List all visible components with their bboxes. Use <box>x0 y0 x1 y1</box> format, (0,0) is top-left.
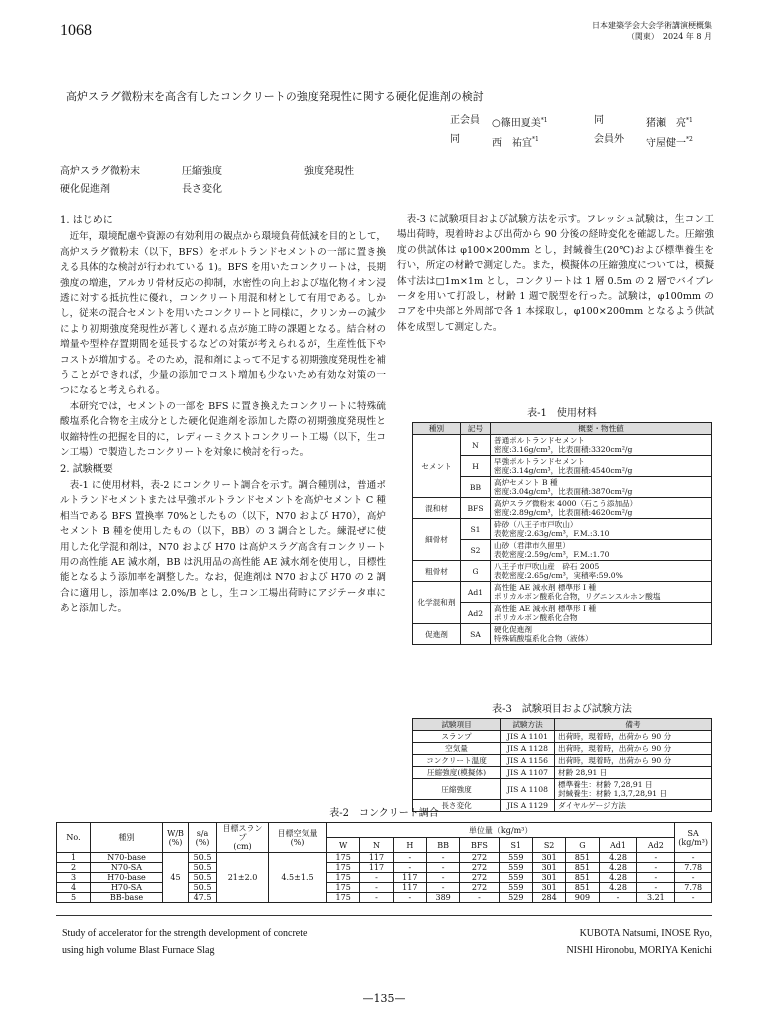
author-role: 会員外 <box>594 134 624 146</box>
table-row: 空気量 JIS A 1128 出荷時，現着時，出荷から 90 分 <box>413 743 712 755</box>
table-caption: 表-3 試験項目および試験方法 <box>492 704 632 715</box>
column-header: 種別 <box>413 423 461 435</box>
author-row <box>450 113 716 132</box>
table-row: 混和材 BFS 高炉スラグ微粉末 4000（石こう添加品） 密度:2.89g/cm³，比表面積:4620cm²/g <box>413 498 712 519</box>
paragraph: 本研究では，セメントの一部を BFS に置き換えたコンクリートに特殊硫酸塩系化合物を主成分とした硬化促進剤を添加した際の初期強度発現性と収縮特性の把握を目的に，レディーミクストコンクリート工場（以下，生コン工場）で製造したコンクリートを対象に検討を行った。 <box>60 400 386 459</box>
table-row: 4 H70-SA 50.5 175 - 117 - 272 559 301 851 4.28 - 7.78 <box>57 883 712 893</box>
table-1 <box>412 400 712 645</box>
column-header: 試験方法 <box>501 719 555 731</box>
column-header: W/B (%) <box>163 823 189 853</box>
column-header: N <box>360 838 393 853</box>
conference-date: （関東） 2024 年 8 月 <box>626 32 712 41</box>
table-row: 圧縮強度(模擬体) JIS A 1107 材齢 28,91 日 <box>413 767 712 779</box>
column-header: Ad1 <box>599 838 637 853</box>
table-row: 2 N70-SA 50.5 175 117 - - 272 559 301 851 4.28 - 7.78 <box>57 863 712 873</box>
table-row: 細骨材 S1 砕砂（八王子市戸吹山） 表乾密度:2.63g/cm³，F.M.:3.10 <box>413 519 712 540</box>
column-header: 目標スランプ (cm) <box>217 823 269 853</box>
keyword: 硬化促進剤 <box>60 184 110 195</box>
table-row: 粗骨材 G 八王子市戸吹山産 砕石 2005 表乾密度:2.65g/cm³，実積率:59.0% <box>413 561 712 582</box>
author-name: ○篠田夏美$^{*1}$ <box>492 117 548 130</box>
column-header: Ad2 <box>637 838 675 853</box>
table-row: セメント N 普通ポルトランドセメント 密度:3.16g/cm³，比表面積:3320cm²/g <box>413 435 712 456</box>
table-row: 1 N70-base 45 50.5 21±2.0 4.5±1.5 175 117 - - 272 559 301 851 4.28 - - <box>57 853 712 863</box>
keyword: 強度発現性 <box>304 166 354 177</box>
column-header: No. <box>57 823 91 853</box>
column-header: 試験項目 <box>413 719 501 731</box>
author-role: 正会員 <box>450 115 480 126</box>
paragraph: 表-3 に試験項目および試験方法を示す。フレッシュ試験は，生コン工場出荷時，現着時および出荷から 90 分後の経時変化を確認した。圧縮強度の供試体は φ100×200mm とし，封緘養生(20℃)および標準養生を行い，所定の材齢で測定した。また，模擬体の圧縮強度については，模擬体寸法は□1m×1m とし，コンクリートは 1 層 0.5m の 2 層でバイブレータを用いて打設し，材齢 1 週で脱型を行った。試験は，φ100mm のコアを中央部と外周部で各 1 本採取し，φ100×200mm となるよう供試体を成型して測定した。 <box>397 214 714 333</box>
table-row: 3 H70-base 50.5 175 - 117 - 272 559 301 851 4.28 - - <box>57 873 712 883</box>
column-header: 種別 <box>91 823 163 853</box>
paragraph: 表-1 に使用材料，表-2 にコンクリート調合を示す。調合種別は，普通ポルトランドセメントまたは早強ポルトランドセメントを高炉セメント C 種相当である BFS 置換率 70%としたもの（以下，N70 および H70），高炉セメント B 種を使用したもの（以下，BB）の 3 調合とした。練混ぜに使用した化学混和剤は，N70 および H70 は高炉スラグ高含有コンクリート用の高性能 AE 減水剤，BB は汎用品の高性能 AE 減水剤を使用し，目標性能となるよう添加率を調整した。なお，促進剤は N70 および H70 の 2 調合に適用し，添加率は 2.0%/B とし，生コン工場出荷時にアジテータ車にあと添加した。 <box>60 479 386 615</box>
keyword: 長さ変化 <box>182 184 222 195</box>
table-row: 長さ変化 JIS A 1129 ダイヤルゲージ方法 <box>413 800 712 812</box>
author-list <box>450 113 716 152</box>
column-header: 概要・物性値 <box>491 423 712 435</box>
author-row <box>450 132 716 151</box>
column-header: S2 <box>532 838 565 853</box>
column-header: BB <box>426 838 459 853</box>
keywords <box>60 163 426 199</box>
page-number: 1068 <box>60 22 92 39</box>
column-header: 備考 <box>555 719 712 731</box>
table-row: コンクリート温度 JIS A 1156 出荷時，現着時，出荷から 90 分 <box>413 755 712 767</box>
section-heading: 1. はじめに <box>60 215 113 226</box>
keyword: 圧縮強度 <box>182 166 222 177</box>
column-header: H <box>393 838 426 853</box>
author-name: 西 祐宜$^{*1}$ <box>492 136 539 149</box>
table-row: 化学混和剤 Ad1 高性能 AE 減水剤 標準形 I 種 ポリカルボン酸系化合物，リグニンスルホン酸塩 <box>413 582 712 603</box>
table-row: 5 BB-base 47.5 175 - - 389 - 529 284 909 - 3.21 - <box>57 893 712 903</box>
table-row: Ad2 高性能 AE 減水剤 標準形 I 種 ポリカルボン酸系化合物 <box>413 603 712 624</box>
section-heading: 2. 試験概要 <box>60 463 113 475</box>
column-header: G <box>566 838 599 853</box>
conference-name: 日本建築学会大会学術講演梗概集 <box>592 21 712 30</box>
conference-header <box>592 20 712 42</box>
table-row: 圧縮強度 JIS A 1108 標準養生：材齢 7,28,91 日 封緘養生：材齢 1,3,7,28,91 日 <box>413 779 712 800</box>
table-2 <box>56 800 712 903</box>
author-role: 同 <box>594 115 604 126</box>
paragraph: 近年，環境配慮や資源の有効利用の観点から環境負荷低減を目的として，高炉スラグ微粉末（以下，BFS）をポルトランドセメントの一部に置き換える具体的な検討が行われている 1)。BFS を用いたコンクリートは，長期強度の増進，アルカリ骨材反応の抑制，水密性の向上および塩化物イオン浸透に対する抵抗性に優れ，コンクリート用混和材として有用である。しかし，従来の混合セメントを用いたコンクリートと同様に，クリンカーの減少により初期強度発現性が著しく遅れる点が施工時の課題となる。結合材の増量や型枠存置期間を延長するなどの対策が考えられるが，生産性低下やコストが増加する。そのため，混和剤によって不足する初期強度発現性を補うことができれば，少量の添加でコスト増加も少ないため有効な対策の一つになると考えられる。 <box>60 231 386 397</box>
table-row: H 早強ポルトランドセメント 密度:3.14g/cm³，比表面積:4540cm²/g <box>413 456 712 477</box>
table-row: BB 高炉セメント B 種 密度:3.04g/cm³，比表面積:3870cm²/g <box>413 477 712 498</box>
column-header: W <box>327 838 360 853</box>
author-role: 同 <box>450 134 460 146</box>
left-column <box>60 212 386 617</box>
paper-title: 高炉スラグ微粉末を高含有したコンクリートの強度発現性に関する硬化促進剤の検討 <box>66 90 484 103</box>
column-header: s/a (%) <box>189 823 217 853</box>
keyword: 高炉スラグ微粉末 <box>60 166 140 177</box>
author-name: 猪瀬 亮$^{*1}$ <box>646 117 693 130</box>
english-authors: KUBOTA Natsumi, INOSE Ryo, NISHI Hironobu, MORIYA Kenichi <box>566 928 712 956</box>
column-header: 単位量（kg/m³） <box>327 823 675 838</box>
table-3 <box>412 696 712 812</box>
column-header: S1 <box>499 838 532 853</box>
right-column <box>397 212 714 335</box>
author-name: 守屋健一$^{*2}$ <box>646 136 693 149</box>
column-header: 記号 <box>461 423 491 435</box>
table-caption: 表-2 コンクリート調合 <box>329 808 439 819</box>
column-header: 目標空気量 (%) <box>269 823 327 853</box>
table-row: スランプ JIS A 1101 出荷時，現着時，出荷から 90 分 <box>413 731 712 743</box>
footer-page-number: —135— <box>362 992 406 1005</box>
table-row: 促進剤 SA 硬化促進剤 特殊硫酸塩系化合物（液体） <box>413 624 712 645</box>
table-row: S2 山砂（君津市久留里） 表乾密度:2.59g/cm³，F.M.:1.70 <box>413 540 712 561</box>
footer-divider <box>56 915 712 916</box>
column-header: BFS <box>460 838 499 853</box>
column-header: SA (kg/m³) <box>675 823 712 853</box>
table-caption: 表-1 使用材料 <box>527 408 597 419</box>
english-title: Study of accelerator for the strength development of concrete using high volume Blast Furnace Slag <box>62 928 308 956</box>
